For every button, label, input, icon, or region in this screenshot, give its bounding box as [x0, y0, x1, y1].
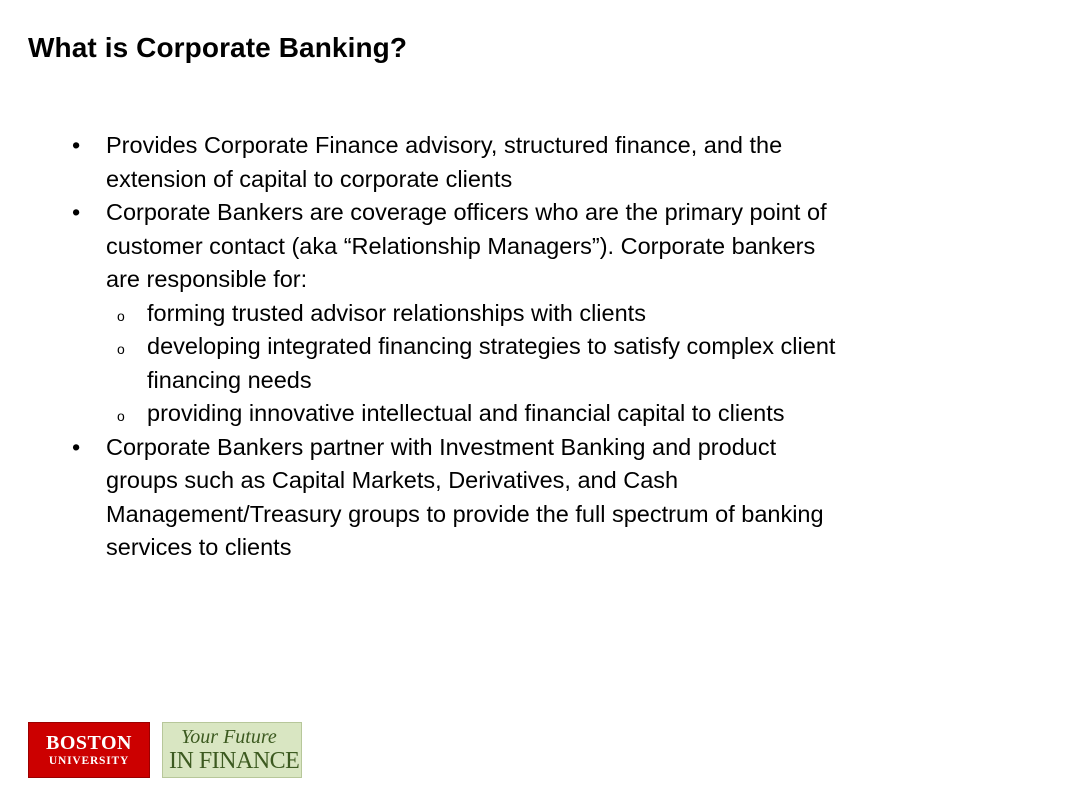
- bullet-line: [72, 163, 1032, 197]
- sub-bullet-marker: o: [117, 341, 125, 357]
- line-text: financing needs: [147, 366, 312, 393]
- line-text: Management/Treasury groups to provide the full spectrum of banking: [106, 500, 824, 527]
- fif-logo-line1: Your Future: [181, 726, 277, 748]
- bu-logo-line2: UNIVERSITY: [48, 755, 130, 767]
- bullet-line: [72, 464, 1032, 498]
- footer-logos: [28, 722, 302, 778]
- line-text: developing integrated financing strategies to satisfy complex client: [147, 333, 836, 359]
- bullet-line: [72, 196, 1032, 230]
- line-text: forming trusted advisor relationships with clients: [147, 299, 646, 326]
- line-text: providing innovative intellectual and financial capital to clients: [147, 400, 785, 426]
- bullet-line: [72, 263, 1032, 297]
- sub-bullet-line: [72, 297, 1032, 331]
- line-text: Corporate Bankers partner with Investment Banking and product: [106, 433, 777, 460]
- line-text: services to clients: [106, 534, 292, 560]
- bullet-marker: •: [72, 132, 81, 158]
- bu-logo-line1: BOSTON: [46, 732, 132, 754]
- line-text: Corporate Bankers are coverage officers who are the primary point of: [106, 199, 827, 225]
- sub-bullet-marker: o: [117, 307, 125, 324]
- slide-title: What is Corporate Banking?: [28, 32, 408, 63]
- fif-logo-line2: IN FINANCE: [169, 748, 300, 774]
- sub-bullet-marker: o: [117, 408, 125, 424]
- bullet-marker: •: [72, 433, 81, 460]
- bullet-line: [72, 531, 1032, 565]
- line-text: groups such as Capital Markets, Derivatives, and Cash: [106, 467, 679, 493]
- bullet-line: [72, 431, 1032, 465]
- bullet-line: [72, 498, 1032, 532]
- line-text: Provides Corporate Finance advisory, structured finance, and the: [106, 132, 783, 158]
- line-text: are responsible for:: [106, 266, 308, 292]
- boston-university-logo: [28, 722, 150, 778]
- bullet-line: [72, 230, 1032, 264]
- sub-bullet-line: [72, 397, 1032, 431]
- line-text: extension of capital to corporate clients: [106, 165, 513, 192]
- sub-bullet-line: [72, 364, 1032, 398]
- sub-bullet-line: [72, 330, 1032, 364]
- bullet-list: [72, 129, 1032, 565]
- your-future-in-finance-logo: [162, 722, 302, 778]
- bullet-line: [72, 129, 1032, 163]
- line-text: customer contact (aka “Relationship Managers”). Corporate bankers: [106, 232, 816, 259]
- bullet-marker: •: [72, 199, 81, 225]
